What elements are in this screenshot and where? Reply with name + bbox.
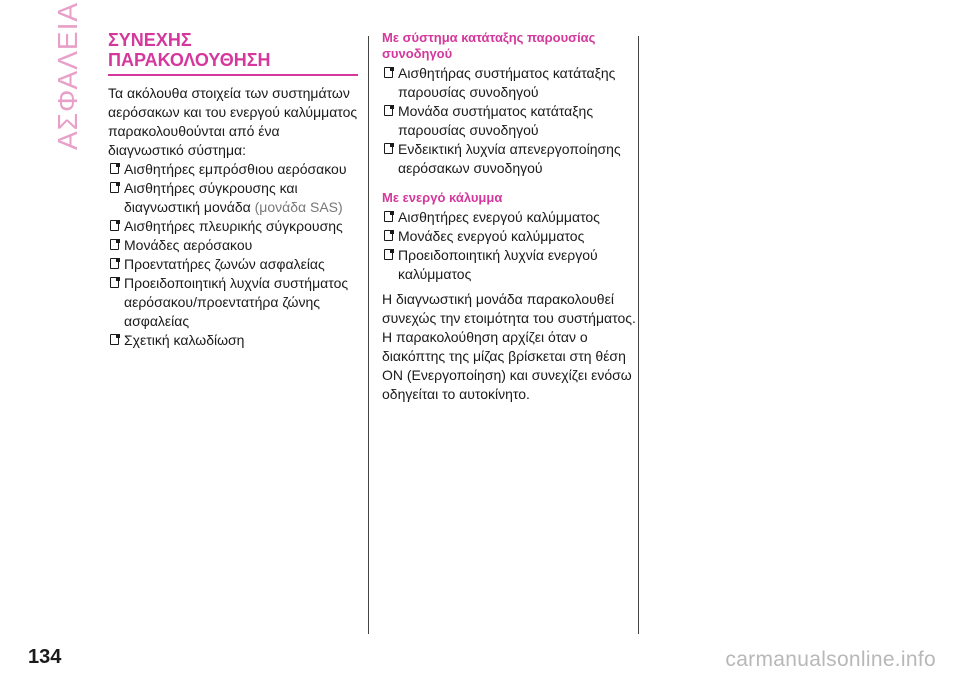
section-title: ΣΥΝΕΧΗΣ ΠΑΡΑΚΟΛΟΥΘΗΣΗ [108, 30, 358, 76]
list-item: Μονάδες ενεργού καλύμματος [382, 227, 644, 246]
left-column [108, 30, 358, 350]
list-item: Αισθητήρες εμπρόσθιου αερόσακου [108, 160, 358, 179]
checkbox-bullet-icon [384, 211, 393, 222]
checkbox-bullet-icon [110, 239, 119, 250]
diagnostic-paragraph: Η διαγνωστική μονάδα παρακολουθεί συνεχώς την ετοιμότητα του συστήματος. Η παρακολούθηση αρχίζει όταν ο διακόπτης της μίζας βρίσκεται στη θέση ON (Ενεργοποίηση) και συνεχίζει ενόσω οδηγείται το αυτοκίνητο. [382, 291, 636, 402]
sas-note: (μονάδα SAS) [254, 199, 343, 215]
list-item: Σχετική καλωδίωση [108, 331, 358, 350]
checkbox-bullet-icon [384, 143, 393, 154]
page-number: 134 [28, 646, 62, 668]
list-item: Αισθητήρες σύγκρουσης και διαγνωστική μονάδα (μονάδα SAS) [108, 179, 358, 217]
list-item: Προεντατήρες ζωνών ασφαλείας [108, 255, 358, 274]
checkbox-bullet-icon [384, 67, 393, 78]
column-divider [368, 36, 369, 634]
watermark: carmanualsonline.info [725, 648, 936, 671]
checkbox-bullet-icon [110, 163, 119, 174]
right-column [382, 30, 644, 404]
active-hood-list [382, 208, 644, 284]
checkbox-bullet-icon [110, 277, 119, 288]
intro-paragraph: Τα ακόλουθα στοιχεία των συστημάτων αερόσακων και του ενεργού καλύμματος παρακολουθούνται από ένα διαγνωστικό σύστημα: [108, 85, 358, 158]
checkbox-bullet-icon [110, 220, 119, 231]
list-item: Αισθητήρας συστήματος κατάταξης παρουσίας συνοδηγού [382, 64, 644, 102]
list-item: Προειδοποιητική λυχνία συστήματος αερόσακου/προεντατήρα ζώνης ασφαλείας [108, 274, 358, 331]
list-item: Ενδεικτική λυχνία απενεργοποίησης αερόσακων συνοδηγού [382, 140, 644, 178]
list-item: Μονάδες αερόσακου [108, 236, 358, 255]
monitored-components-list [108, 160, 358, 350]
checkbox-bullet-icon [110, 182, 119, 193]
checkbox-bullet-icon [110, 334, 119, 345]
checkbox-bullet-icon [384, 249, 393, 260]
subheading-active-hood: Με ενεργό κάλυμμα [382, 190, 503, 205]
list-item: Αισθητήρες ενεργού καλύμματος [382, 208, 644, 227]
subheading-occupant-classification: Με σύστημα κατάταξης παρουσίας συνοδηγού [382, 30, 596, 61]
list-item: Αισθητήρες πλευρικής σύγκρουσης [108, 217, 358, 236]
list-item: Προειδοποιητική λυχνία ενεργού καλύμματος [382, 246, 644, 284]
section-side-label: ΑΣΦΑΛΕΙΑ [52, 1, 83, 150]
list-item: Μονάδα συστήματος κατάταξης παρουσίας συνοδηγού [382, 102, 644, 140]
checkbox-bullet-icon [110, 258, 119, 269]
checkbox-bullet-icon [384, 230, 393, 241]
checkbox-bullet-icon [384, 105, 393, 116]
occupant-classification-list [382, 64, 644, 178]
